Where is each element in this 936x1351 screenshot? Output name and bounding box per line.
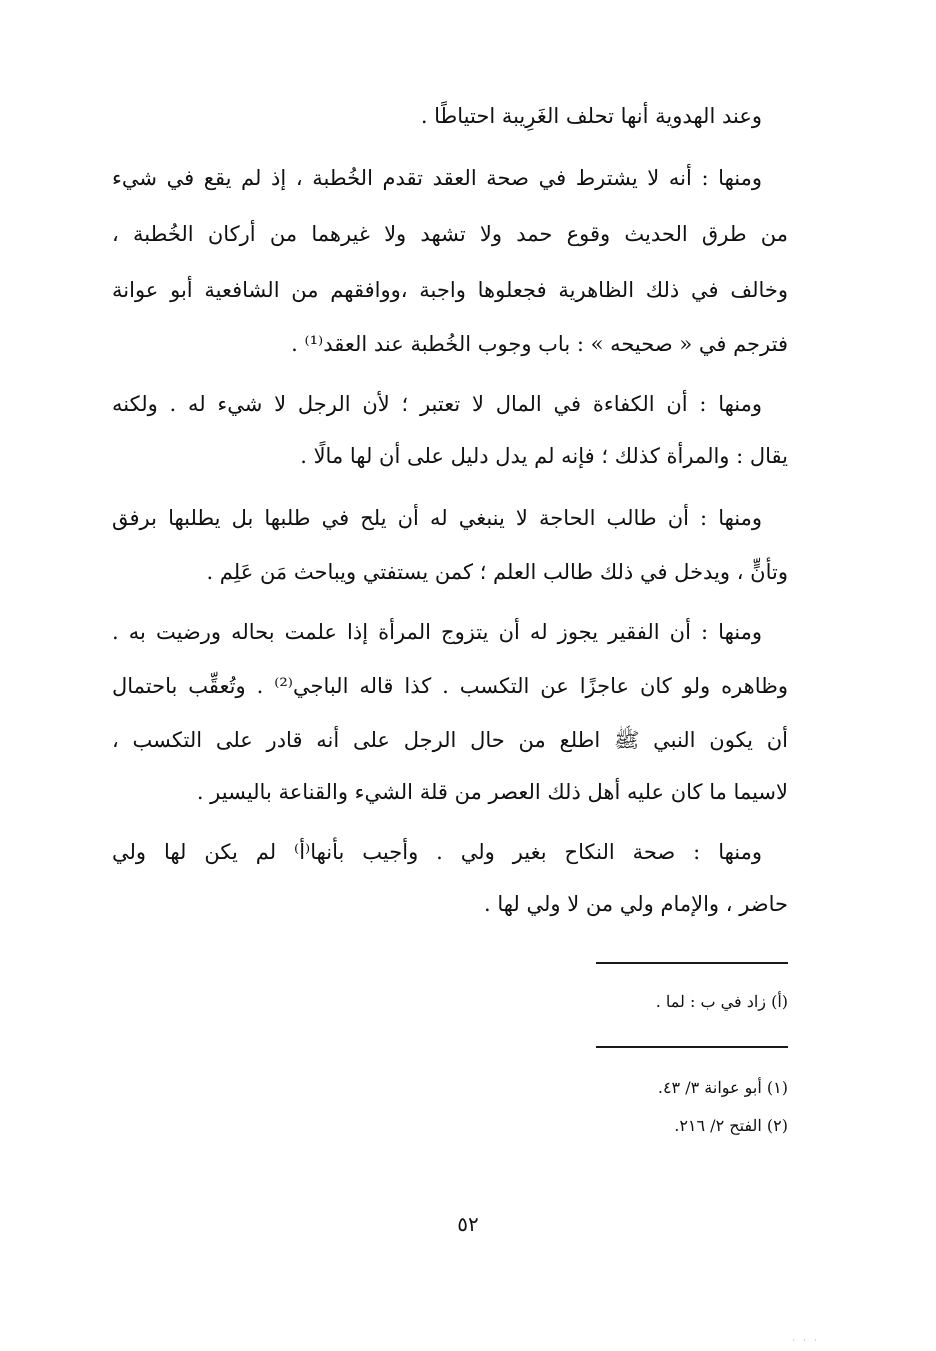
- variant-notes-rule: [596, 962, 788, 964]
- text-line: ومنها : صحة النكاح بغير ولي . وأجيب بأنها⁽أ⁾ لم يكن لها ولي: [112, 840, 762, 864]
- scan-speck: · · ·: [792, 1336, 820, 1345]
- text-line: أن يكون النبي ﷺ اطلع من حال الرجل على أنه قادر على التكسب ،: [112, 728, 788, 752]
- page-number: ٥٢: [457, 1212, 479, 1236]
- text-line: ومنها : أن الفقير يجوز له أن يتزوج المرأة إذا علمت بحاله ورضيت به .: [112, 620, 762, 644]
- text-line: وخالف في ذلك الظاهرية فجعلوها واجبة ،ووافقهم من الشافعية أبو عوانة: [112, 278, 788, 302]
- footnotes-rule: [596, 1046, 788, 1048]
- footnote: (١) أبو عوانة ٣/ ٤٣.: [657, 1078, 788, 1097]
- text-line: لاسيما ما كان عليه أهل ذلك العصر من قلة الشيء والقناعة باليسير .: [196, 780, 788, 804]
- variant-note: (أ) زاد في ب : لما .: [655, 992, 788, 1011]
- footnote: (٢) الفتح ٢/ ٢١٦.: [674, 1116, 788, 1135]
- text-line: فترجم في « صحيحه » : باب وجوب الخُطبة عند العقد⁽¹⁾ .: [291, 332, 788, 356]
- text-line: من طرق الحديث وقوع حمد ولا تشهد ولا غيرهما من أركان الخُطبة ،: [112, 222, 788, 246]
- text-line: وعند الهدوية أنها تحلف الغَرِيبة احتياطًا .: [420, 104, 762, 128]
- text-line: ومنها : أن الكفاءة في المال لا تعتبر ؛ لأن الرجل لا شيء له . ولكنه: [112, 392, 762, 416]
- text-line: يقال : والمرأة كذلك ؛ فإنه لم يدل دليل على أن لها مالًا .: [300, 444, 788, 468]
- text-line: وظاهره ولو كان عاجزًا عن التكسب . كذا قاله الباجي⁽²⁾ . وتُعقِّب باحتمال: [112, 674, 788, 698]
- text-line: ومنها : أنه لا يشترط في صحة العقد تقدم الخُطبة ، إذ لم يقع في شيء: [112, 166, 762, 190]
- text-line: وتأنٍّ ، ويدخل في ذلك طالب العلم ؛ كمن يستفتي ويباحث مَن عَلِم .: [206, 560, 788, 584]
- text-line: حاضر ، والإمام ولي من لا ولي لها .: [483, 892, 788, 916]
- text-line: ومنها : أن طالب الحاجة لا ينبغي له أن يلح في طلبها بل يطلبها برفق: [112, 506, 762, 530]
